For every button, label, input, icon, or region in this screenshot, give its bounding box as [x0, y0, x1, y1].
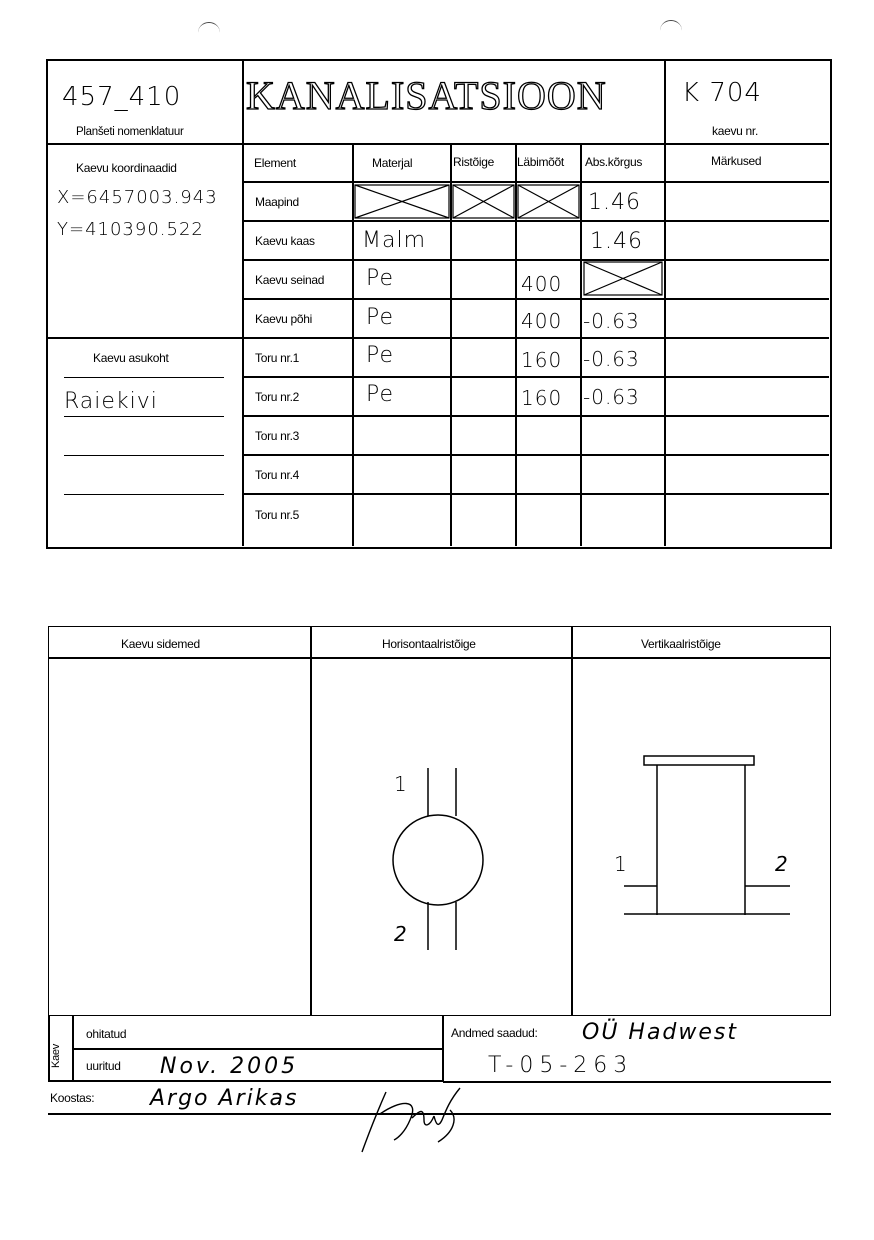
sketch-header-vertical: Vertikaalristõige [641, 637, 721, 651]
compiled-by: Argo Arikas [150, 1086, 299, 1111]
row-element-label: Kaevu kaas [255, 234, 315, 248]
pipe-label: 1 [394, 772, 408, 796]
row-abs-height: -0.63 [583, 309, 640, 333]
pipe-label: 2 [394, 922, 408, 946]
data-received-label: Andmed saadud: [451, 1026, 538, 1040]
location-label: Kaevu asukoht [93, 351, 169, 365]
row-diameter: 400 [521, 272, 563, 296]
row-abs-height: -0.63 [583, 347, 640, 371]
well-number-label: kaevu nr. [712, 124, 758, 138]
row-material: Pe [366, 343, 395, 368]
row-material: Pe [366, 305, 395, 330]
marked-label: ohitatud [86, 1027, 127, 1041]
sketch-header-connections: Kaevu sidemed [121, 637, 200, 651]
row-element-label: Kaevu põhi [255, 312, 313, 326]
row-element-label: Kaevu seinad [255, 273, 325, 287]
row-abs-height: -0.63 [583, 385, 640, 409]
compiled-label: Koostas: [50, 1091, 95, 1105]
row-element-label: Toru nr.2 [255, 390, 299, 404]
column-header-element: Element [254, 156, 296, 170]
plan-number-label: Planšeti nomenklatuur [76, 126, 184, 138]
column-header-notes: Märkused [711, 154, 762, 168]
pipe-label: 2 [775, 852, 789, 876]
row-element-label: Maapind [255, 195, 299, 209]
row-material: Malm [362, 228, 427, 253]
signature [350, 1080, 480, 1160]
column-header-material: Materjal [372, 156, 413, 170]
coordinates-label: Kaevu koordinaadid [76, 161, 177, 175]
column-header-abs-height: Abs.kõrgus [585, 155, 643, 169]
coordinate-x: X=6457003.943 [57, 187, 218, 208]
row-element-label: Toru nr.3 [255, 429, 299, 443]
row-material: Pe [366, 266, 395, 291]
data-received-ref: T-05-263 [488, 1053, 634, 1078]
coordinate-y: Y=410390.522 [57, 219, 204, 240]
sketch-header-horizontal: Horisontaalristõige [382, 637, 476, 651]
column-header-cross-section: Ristõige [453, 155, 494, 169]
row-diameter: 160 [521, 348, 563, 372]
inspected-label: uuritud [86, 1059, 121, 1073]
row-abs-height: 1.46 [590, 229, 643, 254]
row-element-label: Toru nr.1 [255, 351, 299, 365]
page-title: KANALISATSIOON [246, 73, 607, 118]
plan-number-value: 457_410 [62, 82, 182, 112]
side-label: Kaev [49, 1044, 62, 1068]
row-element-label: Toru nr.4 [255, 468, 299, 482]
row-abs-height: 1.46 [588, 190, 641, 215]
well-number-value: K 704 [682, 78, 762, 108]
pipe-label: 1 [614, 852, 628, 876]
row-element-label: Toru nr.5 [255, 508, 299, 522]
row-material: Pe [366, 382, 395, 407]
location-value: Raiekivi [64, 389, 158, 414]
data-received-from: OÜ Hadwest [582, 1020, 739, 1045]
column-header-diameter: Läbimõõt [517, 155, 564, 169]
inspected-date: Nov. 2005 [160, 1054, 299, 1079]
row-diameter: 160 [521, 386, 563, 410]
row-diameter: 400 [521, 309, 563, 333]
